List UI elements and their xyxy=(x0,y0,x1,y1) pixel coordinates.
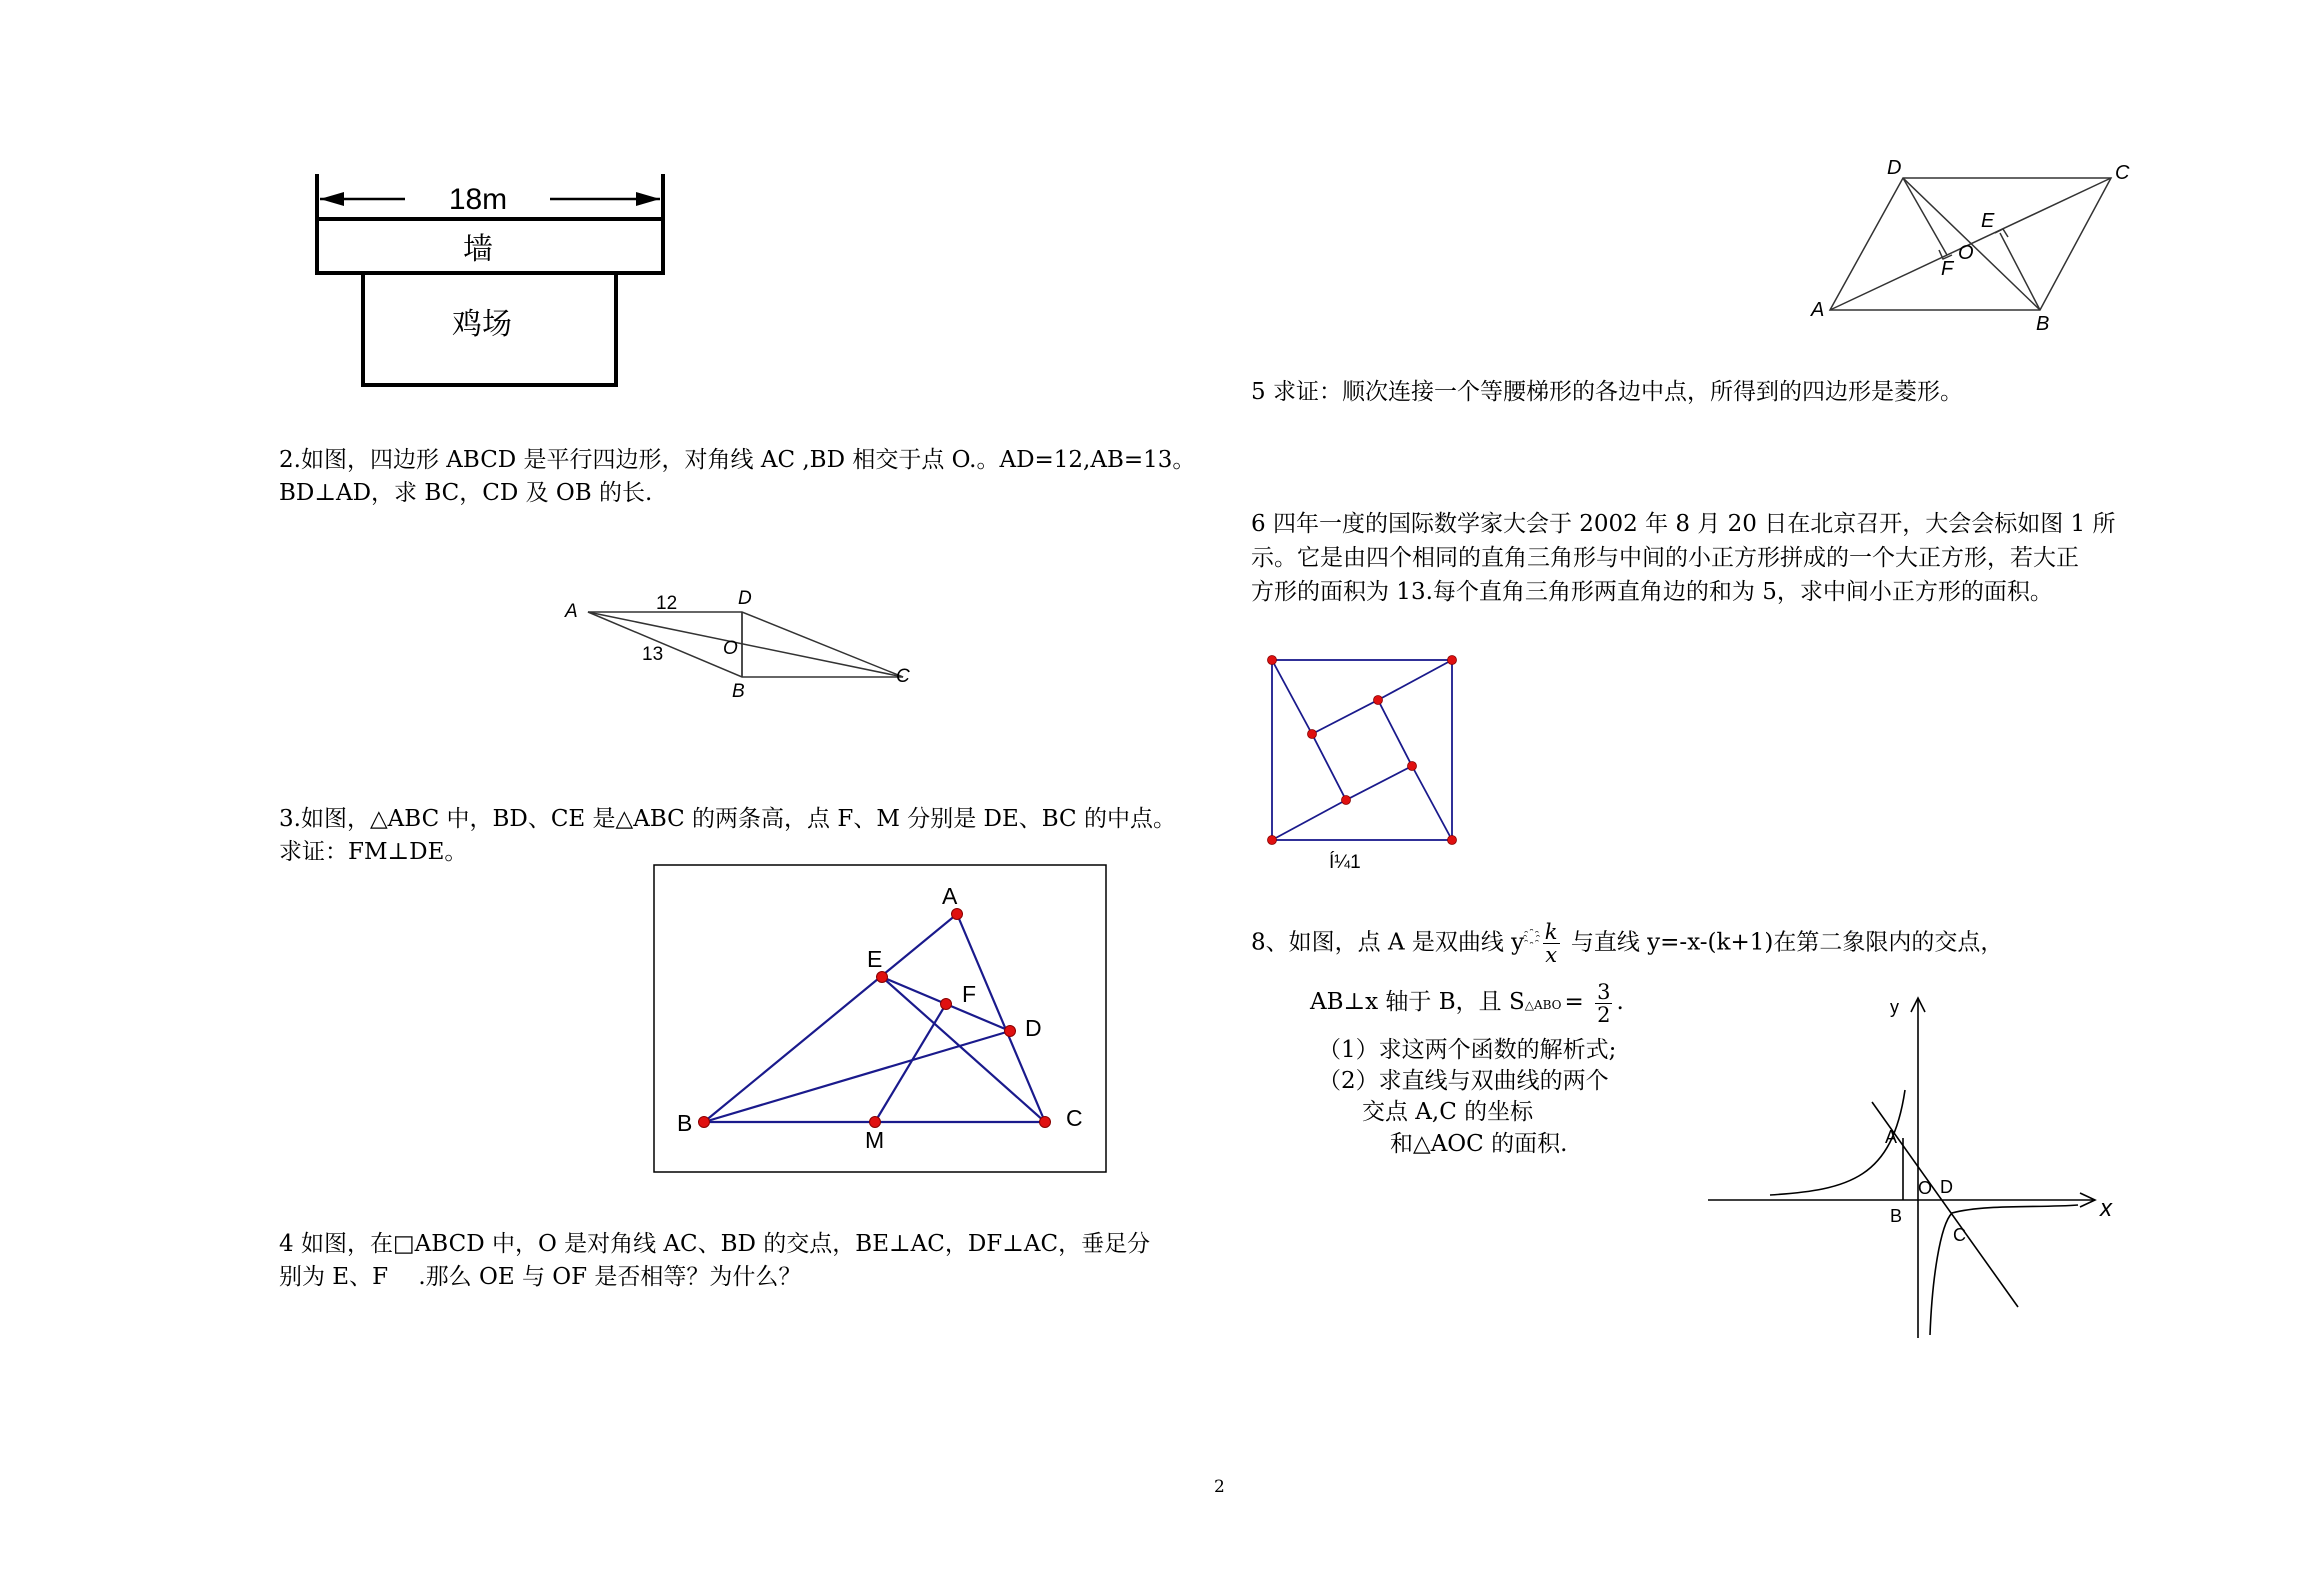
label-m: M xyxy=(865,1127,885,1153)
fraction-denominator: 2 xyxy=(1597,1002,1611,1027)
triangle-altitudes-figure xyxy=(653,864,1107,1173)
label-c: C xyxy=(896,666,910,687)
label-d: D xyxy=(1887,157,1902,179)
problem-5-line-1: 5 求证：顺次连接一个等腰梯形的各边中点，所得到的四边形是菱形。 xyxy=(1251,379,1963,405)
point-label-d: D xyxy=(1940,1177,1953,1197)
hyperbola-graph xyxy=(1700,990,2140,1345)
label-ab: 13 xyxy=(642,644,664,665)
axis-label-x: x xyxy=(2100,1195,2112,1222)
figure-caption: Í¼1 xyxy=(1329,852,1361,873)
problem-6-line-2: 示。它是由四个相同的直角三角形与中间的小正方形拼成的一个大正方形，若大正 xyxy=(1251,545,2079,571)
wall-label: 墙 xyxy=(463,233,493,266)
label-o: O xyxy=(723,638,738,659)
label-c: C xyxy=(2115,162,2130,184)
label-b: B xyxy=(677,1110,693,1136)
problem-2-line-1: 2.如图，四边形 ABCD 是平行四边形，对角线 AC ,BD 相交于点 O.。AD=12,AB=13。 xyxy=(279,447,1196,473)
condition-text: AB⊥x 轴于 B，且 S xyxy=(1310,989,1525,1015)
label-a: A xyxy=(1811,299,1825,321)
label-f: F xyxy=(1941,258,1954,280)
label-d: D xyxy=(738,588,752,609)
fraction-numerator: k xyxy=(1544,920,1558,945)
label-e: E xyxy=(1981,210,1995,232)
label-b: B xyxy=(732,681,745,702)
problem-6-line-3: 方形的面积为 13.每个直角三角形两直角边的和为 5，求中间小正方形的面积。 xyxy=(1251,579,2053,605)
page-number: 2 xyxy=(1214,1477,1225,1497)
fraction-k-over-x xyxy=(1543,921,1560,966)
question-2: （2）求直线与双曲线的两个 xyxy=(1318,1068,1609,1094)
equals-sign: = xyxy=(1564,989,1584,1015)
coop-label: 鸡场 xyxy=(452,308,512,341)
question-2-part-b: 交点 A,C 的坐标 xyxy=(1362,1099,1534,1125)
question-2-part-c: 和△AOC 的面积. xyxy=(1390,1131,1568,1157)
label-a: A xyxy=(942,883,958,909)
point-label-a: A xyxy=(1885,1127,1898,1147)
point-label-o: O xyxy=(1918,1178,1933,1198)
problem-8-intro-a: 8、如图，点 A 是双曲线 y xyxy=(1251,929,1525,956)
label-ad: 12 xyxy=(656,593,678,614)
congress-logo-figure xyxy=(1262,650,1462,875)
label-c: C xyxy=(1066,1105,1083,1131)
label-o: O xyxy=(1958,242,1974,264)
problem-3-line-2: 求证：FM⊥DE。 xyxy=(279,839,468,865)
label-d: D xyxy=(1025,1015,1042,1041)
chicken-coop-figure xyxy=(310,165,670,395)
parallelogram-figure-2 xyxy=(560,585,920,700)
problem-6-line-1: 6 四年一度的国际数学家大会于 2002 年 8 月 20 日在北京召开，大会会标如图 1 所 xyxy=(1251,511,2116,537)
period: . xyxy=(1616,989,1624,1015)
problem-2-line-2: BD⊥AD，求 BC，CD 及 OB 的长. xyxy=(279,480,653,506)
problem-3-line-1: 3.如图，△ABC 中，BD、CE 是△ABC 的两条高，点 F、M 分别是 DE、BC 的中点。 xyxy=(279,806,1176,832)
label-e: E xyxy=(867,946,883,972)
label-b: B xyxy=(2036,313,2050,335)
parallelogram-figure-4 xyxy=(1808,157,2133,340)
fraction-three-halves xyxy=(1595,981,1612,1026)
fraction-denominator: x xyxy=(1545,943,1558,968)
problem-8-intro-b: 与直线 y=-x-(k+1)在第二象限内的交点， xyxy=(1570,929,2004,956)
problem-4-line-2: 别为 E、F .那么 OE 与 OF 是否相等？为什么？ xyxy=(279,1264,802,1290)
area-subscript: △ABO xyxy=(1524,998,1562,1012)
problem-4-line-1: 4 如图，在□ABCD 中，O 是对角线 AC、BD 的交点，BE⊥AC，DF⊥AC，垂足分 xyxy=(279,1231,1151,1257)
label-f: F xyxy=(962,981,977,1007)
point-label-c: C xyxy=(1953,1225,1966,1245)
label-a: A xyxy=(565,601,578,622)
question-1: （1）求这两个函数的解析式; xyxy=(1318,1037,1617,1063)
problem-8-intro xyxy=(1251,908,2003,971)
point-label-b: B xyxy=(1890,1206,1903,1226)
fraction-numerator: 3 xyxy=(1597,979,1611,1004)
width-label: 18m xyxy=(448,183,508,216)
axis-label-y: y xyxy=(1890,997,1899,1017)
problem-8-condition xyxy=(1310,974,1624,1033)
